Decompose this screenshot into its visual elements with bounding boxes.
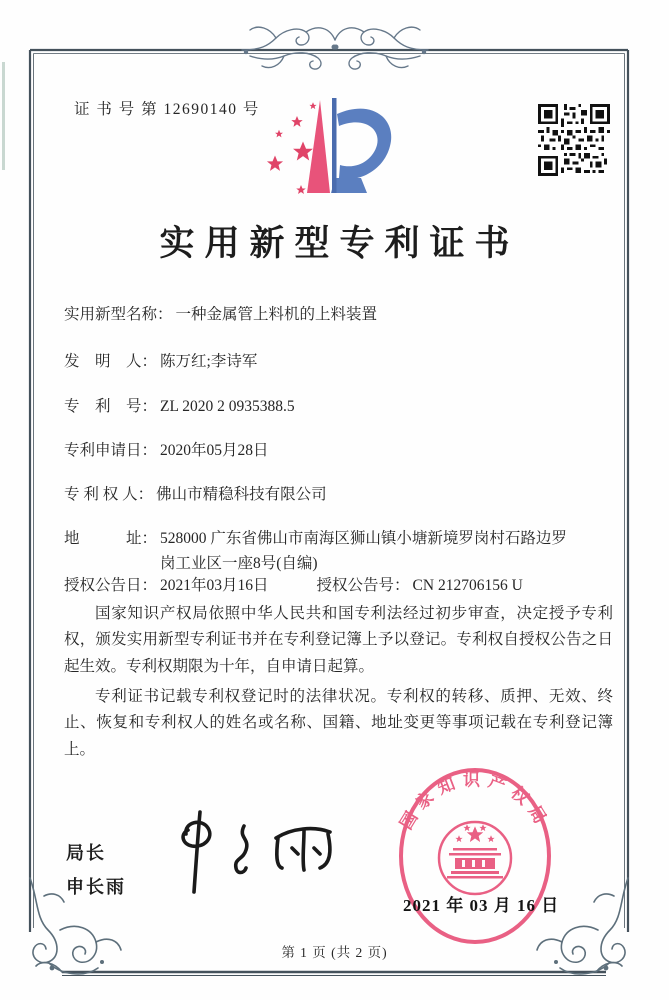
field-label: 实用新型名称： xyxy=(64,306,173,323)
field-address xyxy=(64,526,613,576)
scan-edge-artifact xyxy=(2,62,5,170)
field-value: 2020年05月28日 xyxy=(160,442,269,459)
svg-text:国家知识产权局 xyxy=(396,771,553,833)
field-label: 发 明 人： xyxy=(64,353,158,370)
field-patent-number xyxy=(64,394,613,416)
signature-icon xyxy=(158,804,363,899)
field-patentee xyxy=(64,482,613,504)
seal-text: 国家知识产权局 xyxy=(396,770,554,833)
field-grant-announcement xyxy=(64,573,613,595)
page-number: 第 1 页 (共 2 页) xyxy=(281,945,388,960)
national-emblem xyxy=(439,822,511,894)
certificate-title: 实用新型专利证书 xyxy=(159,224,520,263)
official-seal-icon xyxy=(390,758,560,954)
grant-date-label: 授权公告日： xyxy=(64,577,158,594)
ornament-top-center xyxy=(242,27,428,69)
certificate-number: 证 书 号 第 12690140 号 xyxy=(74,101,260,118)
field-value: 佛山市精稳科技有限公司 xyxy=(156,486,327,503)
grant-date-value: 2021年03月16日 xyxy=(160,577,269,594)
legal-paragraph-1: 国家知识产权局依照中华人民共和国专利法经过初步审查，决定授予专利权，颁发实用新型专利证书并在专利登记簿上予以登记。专利权自授权公告之日起生效。专利权期限为十年，自申请日起算。 xyxy=(64,605,613,675)
field-label: 专 利 号： xyxy=(64,398,158,415)
field-value: 一种金属管上料机的上料装置 xyxy=(175,306,378,323)
field-value: 528000 广东省佛山市南海区狮山镇小塘新境罗岗村石路边罗岗工业区一座8号(自编) xyxy=(160,530,567,573)
field-value: 陈万红;李诗军 xyxy=(160,353,258,370)
field-value: ZL 2020 2 0935388.5 xyxy=(160,398,295,415)
grant-no-label: 授权公告号： xyxy=(316,577,410,594)
field-utility-model-name xyxy=(64,302,613,324)
field-label: 专利申请日： xyxy=(64,442,158,459)
legal-text xyxy=(64,601,613,767)
field-label: 专 利 权 人： xyxy=(64,486,154,503)
field-inventors xyxy=(64,349,613,371)
legal-paragraph-2: 专利证书记载专利权登记时的法律状况。专利权的转移、质押、无效、终止、恢复和专利权人的姓名或名称、国籍、地址变更等事项记载在专利登记簿上。 xyxy=(64,688,613,758)
cnipa-logo-icon xyxy=(257,90,405,202)
grant-no-value: CN 212706156 U xyxy=(412,577,523,594)
officer-block xyxy=(66,836,126,904)
officer-name: 申长雨 xyxy=(66,877,126,898)
field-filing-date xyxy=(64,438,613,460)
qr-code-icon xyxy=(538,104,610,176)
officer-title: 局长 xyxy=(66,843,106,863)
seal-date: 2021 年 03 月 16 日 xyxy=(403,896,560,915)
field-label: 地 址： xyxy=(64,530,158,547)
